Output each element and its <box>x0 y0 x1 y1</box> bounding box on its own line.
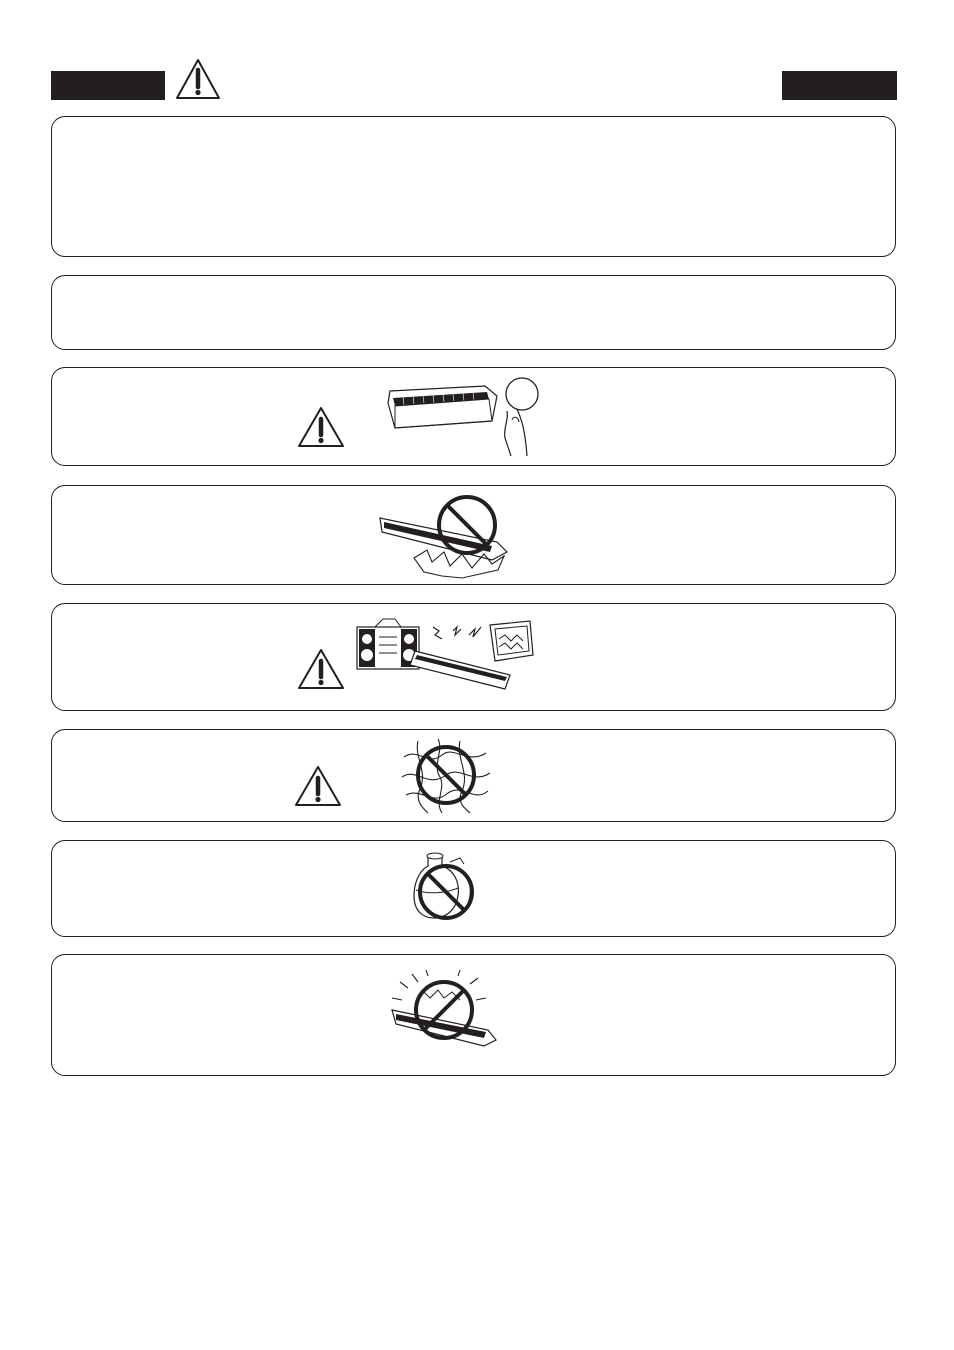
warning-triangle-icon <box>294 765 342 807</box>
info-panel-2 <box>51 275 896 350</box>
warning-triangle-icon <box>297 406 345 448</box>
keyboard-unplug-illustration <box>385 376 555 458</box>
header-label-left <box>51 71 165 100</box>
info-panel-1 <box>51 116 896 257</box>
keyboard-near-stereo-tv-illustration <box>355 615 540 695</box>
keyboard-heat-prohibited-illustration <box>388 970 508 1050</box>
liquid-container-prohibited-illustration <box>410 848 480 922</box>
header-label-right <box>782 71 897 100</box>
warning-triangle-icon <box>175 58 221 100</box>
tangled-cables-prohibited-illustration <box>398 737 494 815</box>
warning-triangle-icon <box>297 648 345 690</box>
keyboard-drop-prohibited-illustration <box>372 490 532 582</box>
